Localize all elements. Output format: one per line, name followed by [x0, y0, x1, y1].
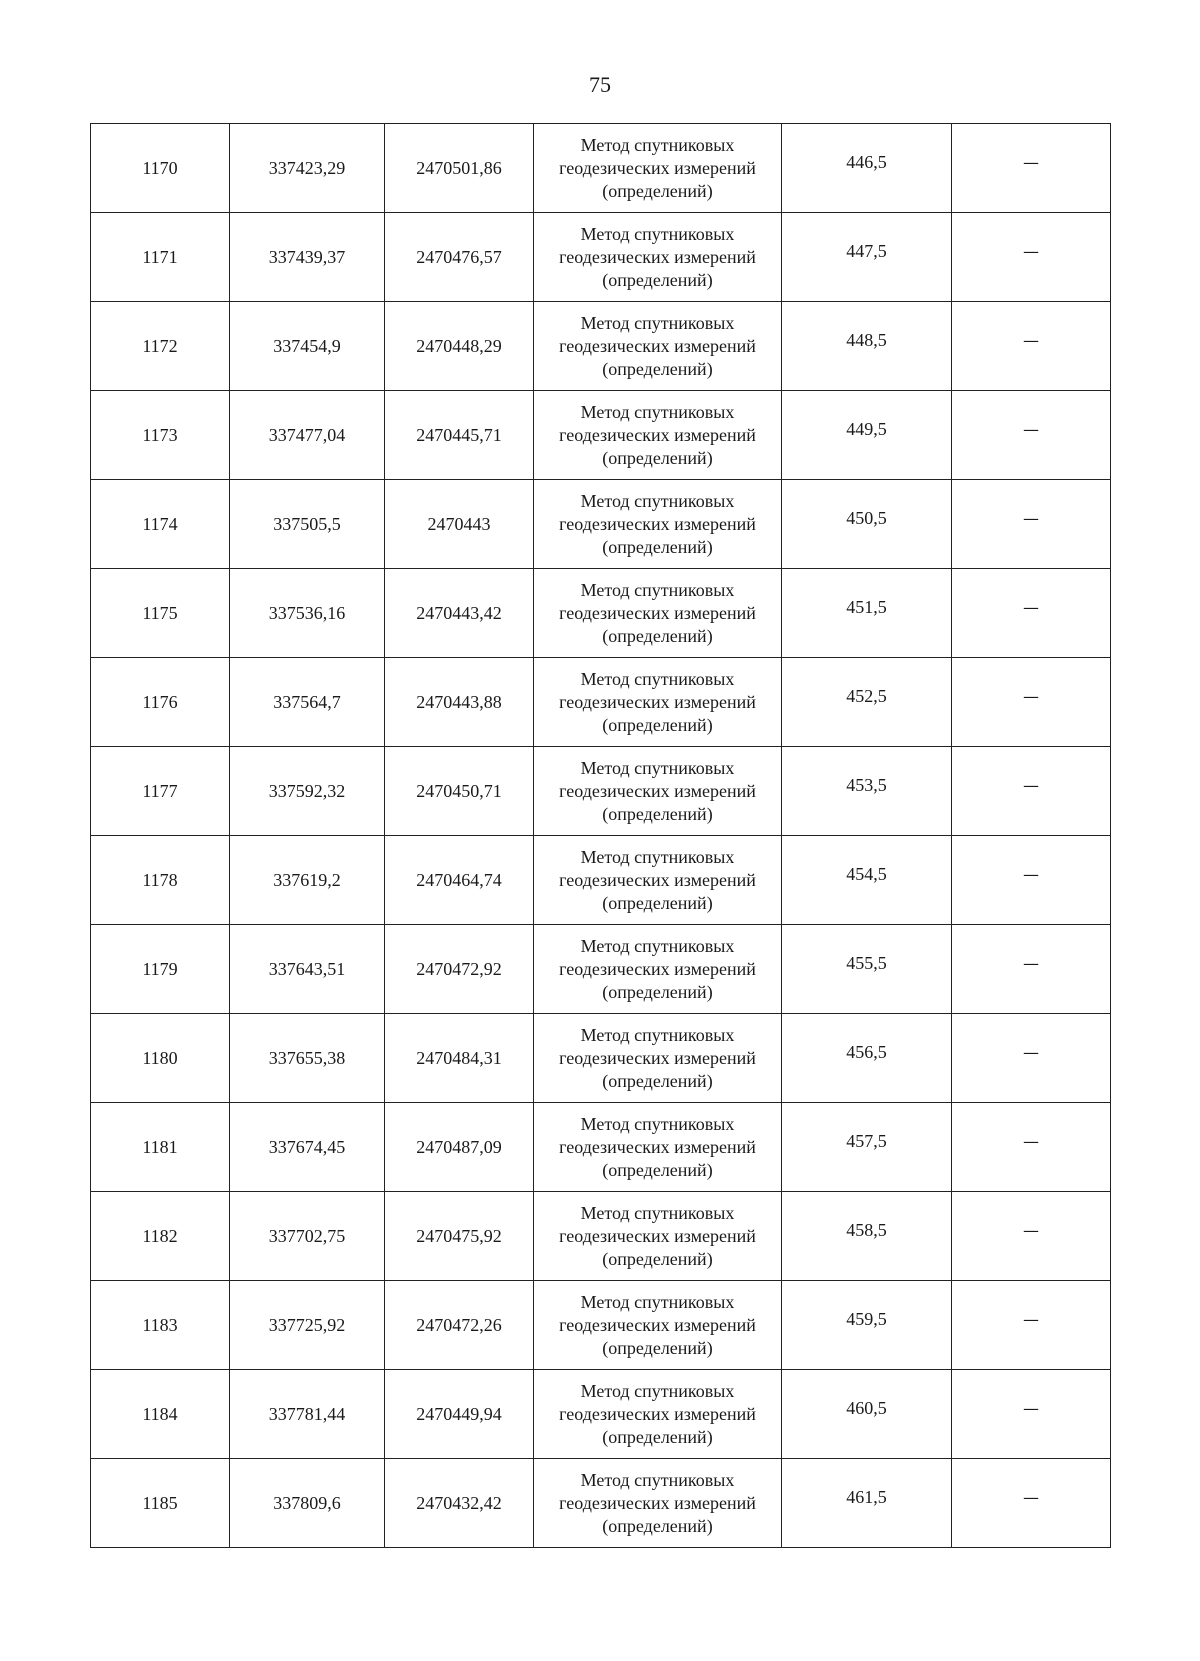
x-coordinate-cell: 337454,9: [230, 302, 385, 391]
point-number-cell: 1170: [91, 124, 230, 213]
method-line: (определений): [602, 714, 713, 735]
x-coordinate-cell: 337505,5: [230, 480, 385, 569]
x-coordinate-cell: 337423,29: [230, 124, 385, 213]
method-line: (определений): [602, 1159, 713, 1180]
method-line: геодезических измерений: [559, 1314, 756, 1335]
note-cell: [952, 1192, 1111, 1281]
y-coordinate-cell: 2470464,74: [385, 836, 534, 925]
point-number-cell: 1176: [91, 658, 230, 747]
x-coordinate-cell: 337439,37: [230, 213, 385, 302]
method-line: Метод спутниковых: [580, 1380, 735, 1401]
method-line: геодезических измерений: [559, 1403, 756, 1424]
point-number-cell: 1178: [91, 836, 230, 925]
x-coordinate-cell: 337655,38: [230, 1014, 385, 1103]
x-coordinate-cell: 337592,32: [230, 747, 385, 836]
method-cell: [534, 1459, 782, 1548]
table-body: [91, 124, 1111, 1548]
method-line: геодезических измерений: [559, 246, 756, 267]
method-cell: [534, 1370, 782, 1459]
method-line: геодезических измерений: [559, 335, 756, 356]
method-line: геодезических измерений: [559, 958, 756, 979]
method-cell: [534, 213, 782, 302]
table-row: [91, 124, 1111, 213]
dash-mark: —: [1023, 864, 1039, 884]
note-cell: [952, 213, 1111, 302]
note-cell: [952, 747, 1111, 836]
note-cell: [952, 1459, 1111, 1548]
method-line: геодезических измерений: [559, 1047, 756, 1068]
method-cell: [534, 925, 782, 1014]
dash-mark: —: [1023, 597, 1039, 617]
point-number-cell: 1171: [91, 213, 230, 302]
note-cell: [952, 480, 1111, 569]
x-coordinate-cell: 337643,51: [230, 925, 385, 1014]
value-cell: 453,5: [782, 747, 952, 836]
table-row: [91, 480, 1111, 569]
method-line: Метод спутниковых: [580, 134, 735, 155]
y-coordinate-cell: 2470484,31: [385, 1014, 534, 1103]
method-line: Метод спутниковых: [580, 846, 735, 867]
method-line: (определений): [602, 358, 713, 379]
table-row: [91, 1281, 1111, 1370]
method-line: (определений): [602, 981, 713, 1002]
y-coordinate-cell: 2470487,09: [385, 1103, 534, 1192]
table-row: [91, 1103, 1111, 1192]
value-cell: 448,5: [782, 302, 952, 391]
method-line: Метод спутниковых: [580, 1469, 735, 1490]
table-row: [91, 1014, 1111, 1103]
method-line: Метод спутниковых: [580, 1291, 735, 1312]
value-cell: 461,5: [782, 1459, 952, 1548]
table-row: [91, 925, 1111, 1014]
value-cell: 458,5: [782, 1192, 952, 1281]
dash-mark: —: [1023, 508, 1039, 528]
y-coordinate-cell: 2470448,29: [385, 302, 534, 391]
x-coordinate-cell: 337809,6: [230, 1459, 385, 1548]
note-cell: [952, 925, 1111, 1014]
method-cell: [534, 391, 782, 480]
method-line: (определений): [602, 1515, 713, 1536]
dash-mark: —: [1023, 152, 1039, 172]
y-coordinate-cell: 2470445,71: [385, 391, 534, 480]
dash-mark: —: [1023, 1042, 1039, 1062]
note-cell: [952, 1103, 1111, 1192]
method-line: (определений): [602, 1248, 713, 1269]
method-cell: [534, 569, 782, 658]
point-number-cell: 1184: [91, 1370, 230, 1459]
table-row: [91, 1370, 1111, 1459]
point-number-cell: 1185: [91, 1459, 230, 1548]
method-line: (определений): [602, 892, 713, 913]
table-row: [91, 569, 1111, 658]
method-cell: [534, 1014, 782, 1103]
note-cell: [952, 302, 1111, 391]
method-line: (определений): [602, 269, 713, 290]
dash-mark: —: [1023, 1398, 1039, 1418]
method-cell: [534, 1192, 782, 1281]
y-coordinate-cell: 2470443,88: [385, 658, 534, 747]
point-number-cell: 1182: [91, 1192, 230, 1281]
method-line: Метод спутниковых: [580, 1202, 735, 1223]
value-cell: 460,5: [782, 1370, 952, 1459]
y-coordinate-cell: 2470443,42: [385, 569, 534, 658]
method-cell: [534, 747, 782, 836]
value-cell: 451,5: [782, 569, 952, 658]
value-cell: 454,5: [782, 836, 952, 925]
point-number-cell: 1181: [91, 1103, 230, 1192]
dash-mark: —: [1023, 419, 1039, 439]
method-cell: [534, 836, 782, 925]
note-cell: [952, 391, 1111, 480]
value-cell: 455,5: [782, 925, 952, 1014]
coordinates-table: [90, 123, 1111, 1548]
point-number-cell: 1180: [91, 1014, 230, 1103]
table-row: [91, 391, 1111, 480]
method-line: геодезических измерений: [559, 157, 756, 178]
x-coordinate-cell: 337781,44: [230, 1370, 385, 1459]
point-number-cell: 1173: [91, 391, 230, 480]
method-line: геодезических измерений: [559, 1225, 756, 1246]
method-line: (определений): [602, 803, 713, 824]
y-coordinate-cell: 2470432,42: [385, 1459, 534, 1548]
method-line: (определений): [602, 1426, 713, 1447]
y-coordinate-cell: 2470475,92: [385, 1192, 534, 1281]
value-cell: 459,5: [782, 1281, 952, 1370]
method-line: Метод спутниковых: [580, 935, 735, 956]
point-number-cell: 1179: [91, 925, 230, 1014]
table-row: [91, 1192, 1111, 1281]
x-coordinate-cell: 337564,7: [230, 658, 385, 747]
value-cell: 449,5: [782, 391, 952, 480]
dash-mark: —: [1023, 1220, 1039, 1240]
point-number-cell: 1172: [91, 302, 230, 391]
method-line: (определений): [602, 180, 713, 201]
dash-mark: —: [1023, 1309, 1039, 1329]
dash-mark: —: [1023, 241, 1039, 261]
y-coordinate-cell: 2470472,26: [385, 1281, 534, 1370]
method-cell: [534, 480, 782, 569]
x-coordinate-cell: 337725,92: [230, 1281, 385, 1370]
method-line: геодезических измерений: [559, 513, 756, 534]
table-row: [91, 747, 1111, 836]
value-cell: 450,5: [782, 480, 952, 569]
note-cell: [952, 1014, 1111, 1103]
value-cell: 446,5: [782, 124, 952, 213]
method-line: геодезических измерений: [559, 1492, 756, 1513]
value-cell: 457,5: [782, 1103, 952, 1192]
y-coordinate-cell: 2470472,92: [385, 925, 534, 1014]
y-coordinate-cell: 2470476,57: [385, 213, 534, 302]
method-line: Метод спутниковых: [580, 1113, 735, 1134]
method-cell: [534, 124, 782, 213]
table-row: [91, 213, 1111, 302]
point-number-cell: 1174: [91, 480, 230, 569]
dash-mark: —: [1023, 953, 1039, 973]
table-row: [91, 836, 1111, 925]
method-cell: [534, 658, 782, 747]
method-line: Метод спутниковых: [580, 490, 735, 511]
point-number-cell: 1175: [91, 569, 230, 658]
method-line: Метод спутниковых: [580, 312, 735, 333]
x-coordinate-cell: 337477,04: [230, 391, 385, 480]
note-cell: [952, 836, 1111, 925]
method-line: (определений): [602, 625, 713, 646]
method-line: (определений): [602, 536, 713, 557]
x-coordinate-cell: 337536,16: [230, 569, 385, 658]
method-cell: [534, 302, 782, 391]
table-row: [91, 302, 1111, 391]
y-coordinate-cell: 2470501,86: [385, 124, 534, 213]
x-coordinate-cell: 337674,45: [230, 1103, 385, 1192]
page-number: 75: [589, 72, 611, 97]
note-cell: [952, 569, 1111, 658]
method-line: (определений): [602, 1070, 713, 1091]
method-cell: [534, 1103, 782, 1192]
value-cell: 456,5: [782, 1014, 952, 1103]
note-cell: [952, 1281, 1111, 1370]
value-cell: 447,5: [782, 213, 952, 302]
value-cell: 452,5: [782, 658, 952, 747]
method-line: геодезических измерений: [559, 424, 756, 445]
note-cell: [952, 124, 1111, 213]
dash-mark: —: [1023, 686, 1039, 706]
method-line: (определений): [602, 1337, 713, 1358]
dash-mark: —: [1023, 775, 1039, 795]
method-cell: [534, 1281, 782, 1370]
method-line: геодезических измерений: [559, 602, 756, 623]
method-line: Метод спутниковых: [580, 757, 735, 778]
method-line: Метод спутниковых: [580, 223, 735, 244]
method-line: геодезических измерений: [559, 1136, 756, 1157]
dash-mark: —: [1023, 1487, 1039, 1507]
x-coordinate-cell: 337619,2: [230, 836, 385, 925]
table-row: [91, 1459, 1111, 1548]
y-coordinate-cell: 2470449,94: [385, 1370, 534, 1459]
method-line: Метод спутниковых: [580, 668, 735, 689]
note-cell: [952, 658, 1111, 747]
point-number-cell: 1177: [91, 747, 230, 836]
method-line: Метод спутниковых: [580, 1024, 735, 1045]
method-line: (определений): [602, 447, 713, 468]
table-row: [91, 658, 1111, 747]
method-line: геодезических измерений: [559, 691, 756, 712]
dash-mark: —: [1023, 1131, 1039, 1151]
point-number-cell: 1183: [91, 1281, 230, 1370]
y-coordinate-cell: 2470450,71: [385, 747, 534, 836]
y-coordinate-cell: 2470443: [385, 480, 534, 569]
method-line: геодезических измерений: [559, 869, 756, 890]
note-cell: [952, 1370, 1111, 1459]
method-line: Метод спутниковых: [580, 401, 735, 422]
method-line: Метод спутниковых: [580, 579, 735, 600]
dash-mark: —: [1023, 330, 1039, 350]
x-coordinate-cell: 337702,75: [230, 1192, 385, 1281]
method-line: геодезических измерений: [559, 780, 756, 801]
